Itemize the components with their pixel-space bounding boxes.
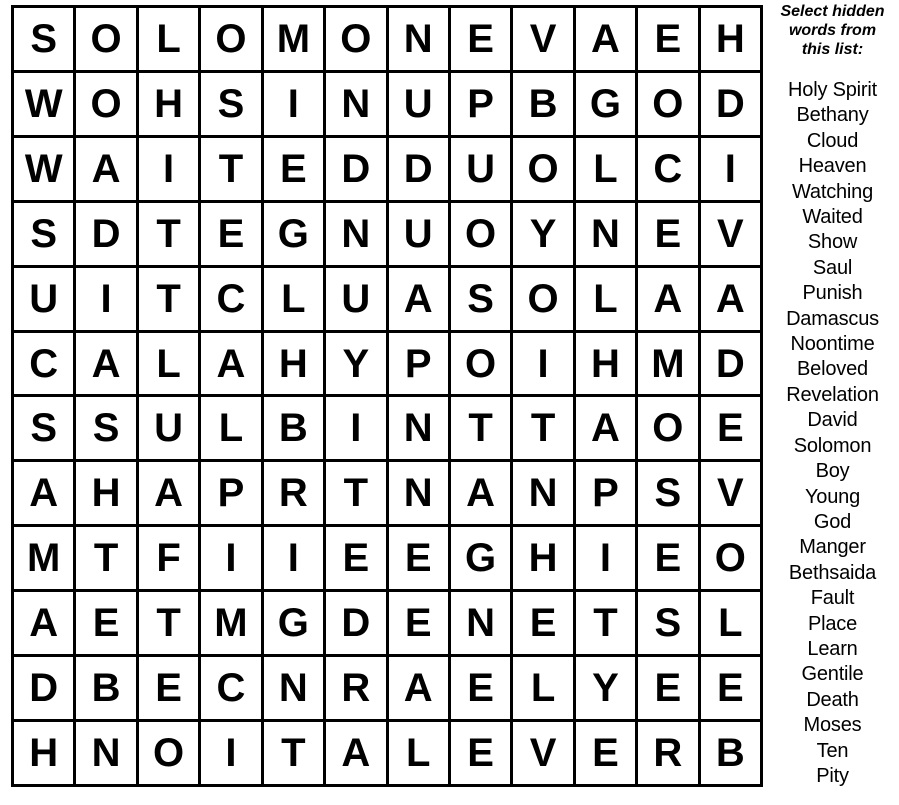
- grid-cell[interactable]: V: [701, 462, 763, 527]
- grid-cell[interactable]: D: [389, 138, 451, 203]
- grid-cell[interactable]: S: [638, 592, 700, 657]
- grid-cell[interactable]: E: [701, 397, 763, 462]
- instructions-line: words from: [788, 22, 877, 39]
- grid-cell[interactable]: C: [201, 657, 263, 722]
- grid-cell[interactable]: C: [14, 333, 76, 398]
- grid-cell[interactable]: E: [576, 722, 638, 787]
- word-list-item: Learn: [807, 637, 858, 660]
- grid-cell[interactable]: T: [451, 397, 513, 462]
- grid-cell[interactable]: T: [76, 527, 138, 592]
- grid-cell[interactable]: T: [139, 592, 201, 657]
- grid-cell[interactable]: A: [389, 657, 451, 722]
- grid-cell[interactable]: R: [638, 722, 700, 787]
- grid-cell[interactable]: I: [326, 397, 388, 462]
- grid-cell[interactable]: H: [701, 8, 763, 73]
- word-list-item: Bethsaida: [788, 561, 877, 584]
- grid-cell[interactable]: A: [139, 462, 201, 527]
- grid-cell[interactable]: U: [389, 203, 451, 268]
- grid-cell[interactable]: V: [513, 8, 575, 73]
- grid-cell[interactable]: N: [389, 8, 451, 73]
- grid-cell[interactable]: G: [264, 203, 326, 268]
- grid-cell[interactable]: A: [638, 268, 700, 333]
- grid-cell[interactable]: N: [326, 203, 388, 268]
- word-list-item: Holy Spirit: [788, 79, 877, 101]
- grid-cell[interactable]: T: [264, 722, 326, 787]
- grid-cell[interactable]: C: [638, 138, 700, 203]
- word-list-item: Moses: [803, 714, 862, 737]
- grid-cell[interactable]: N: [389, 462, 451, 527]
- word-list-item: David: [807, 409, 858, 432]
- grid-cell[interactable]: E: [638, 8, 700, 73]
- grid-cell[interactable]: U: [326, 268, 388, 333]
- grid-cell[interactable]: O: [76, 73, 138, 138]
- grid-cell[interactable]: E: [389, 592, 451, 657]
- grid-cell[interactable]: V: [701, 203, 763, 268]
- word-list-item: Bethany: [796, 104, 869, 127]
- letter-grid: [11, 5, 763, 787]
- word-list-item: Manger: [799, 536, 866, 559]
- grid-cell[interactable]: N: [76, 722, 138, 787]
- grid-cell[interactable]: U: [14, 268, 76, 333]
- grid-cell[interactable]: O: [76, 8, 138, 73]
- grid-cell[interactable]: A: [451, 462, 513, 527]
- grid-cell[interactable]: E: [389, 527, 451, 592]
- grid-cell[interactable]: L: [389, 722, 451, 787]
- grid-cell[interactable]: N: [389, 397, 451, 462]
- grid-cell[interactable]: H: [76, 462, 138, 527]
- grid-cell[interactable]: C: [201, 268, 263, 333]
- grid-cell[interactable]: I: [201, 527, 263, 592]
- grid-cell[interactable]: G: [264, 592, 326, 657]
- grid-cell[interactable]: P: [451, 73, 513, 138]
- word-list-item: Damascus: [786, 307, 879, 330]
- instructions: [766, 2, 899, 59]
- grid-cell[interactable]: T: [326, 462, 388, 527]
- grid-cell[interactable]: H: [576, 333, 638, 398]
- grid-cell[interactable]: M: [264, 8, 326, 73]
- word-list: [766, 78, 899, 789]
- grid-cell[interactable]: O: [513, 138, 575, 203]
- grid-cell[interactable]: L: [139, 8, 201, 73]
- word-list-item: Gentile: [801, 663, 864, 686]
- grid-cell[interactable]: M: [14, 527, 76, 592]
- grid-cell[interactable]: B: [701, 722, 763, 787]
- grid-cell[interactable]: B: [513, 73, 575, 138]
- word-list-item: Boy: [815, 460, 850, 483]
- grid-cell[interactable]: O: [326, 8, 388, 73]
- grid-cell[interactable]: L: [576, 138, 638, 203]
- grid-cell[interactable]: E: [264, 138, 326, 203]
- grid-cell[interactable]: E: [451, 657, 513, 722]
- grid-cell[interactable]: T: [139, 268, 201, 333]
- grid-cell[interactable]: N: [264, 657, 326, 722]
- grid-cell[interactable]: L: [139, 333, 201, 398]
- grid-cell[interactable]: B: [76, 657, 138, 722]
- grid-cell[interactable]: E: [638, 527, 700, 592]
- grid-cell[interactable]: L: [264, 268, 326, 333]
- grid-cell[interactable]: N: [513, 462, 575, 527]
- grid-cell[interactable]: E: [513, 592, 575, 657]
- grid-cell[interactable]: I: [264, 527, 326, 592]
- word-list-item: Waited: [802, 206, 863, 229]
- grid-cell[interactable]: M: [201, 592, 263, 657]
- instructions-line: Select hidden: [780, 3, 885, 20]
- word-list-item: Pity: [816, 764, 849, 787]
- grid-cell[interactable]: D: [701, 333, 763, 398]
- grid-cell[interactable]: L: [513, 657, 575, 722]
- grid-cell[interactable]: A: [326, 722, 388, 787]
- word-list-item: Death: [806, 688, 859, 711]
- grid-cell[interactable]: W: [14, 73, 76, 138]
- grid-cell[interactable]: T: [576, 592, 638, 657]
- grid-cell[interactable]: E: [701, 657, 763, 722]
- grid-cell[interactable]: O: [139, 722, 201, 787]
- grid-cell[interactable]: U: [451, 138, 513, 203]
- grid-cell[interactable]: O: [201, 8, 263, 73]
- grid-cell[interactable]: Y: [513, 203, 575, 268]
- grid-cell[interactable]: H: [14, 722, 76, 787]
- word-list-item: Young: [805, 485, 860, 508]
- grid-cell[interactable]: O: [451, 203, 513, 268]
- grid-cell[interactable]: A: [576, 397, 638, 462]
- grid-cell[interactable]: E: [139, 657, 201, 722]
- grid-cell[interactable]: I: [513, 333, 575, 398]
- word-list-item: Ten: [816, 739, 849, 762]
- grid-cell[interactable]: G: [576, 73, 638, 138]
- grid-cell[interactable]: L: [701, 592, 763, 657]
- grid-cell[interactable]: R: [264, 462, 326, 527]
- grid-cell[interactable]: A: [201, 333, 263, 398]
- grid-cell[interactable]: E: [326, 527, 388, 592]
- grid-cell[interactable]: U: [389, 73, 451, 138]
- word-list-item: Noontime: [790, 333, 875, 356]
- grid-cell[interactable]: A: [76, 138, 138, 203]
- grid-cell[interactable]: A: [701, 268, 763, 333]
- grid-cell[interactable]: P: [576, 462, 638, 527]
- grid-cell[interactable]: U: [139, 397, 201, 462]
- grid-cell[interactable]: T: [201, 138, 263, 203]
- grid-cell[interactable]: Y: [576, 657, 638, 722]
- grid-cell[interactable]: A: [576, 8, 638, 73]
- grid-cell[interactable]: D: [326, 138, 388, 203]
- grid-cell[interactable]: A: [389, 268, 451, 333]
- grid-cell[interactable]: S: [14, 8, 76, 73]
- word-list-item: Revelation: [786, 383, 879, 406]
- word-list-item: Watching: [791, 180, 874, 203]
- grid-cell[interactable]: Y: [326, 333, 388, 398]
- grid-cell[interactable]: N: [326, 73, 388, 138]
- grid-cell[interactable]: H: [139, 73, 201, 138]
- word-list-item: Heaven: [798, 155, 867, 178]
- grid-cell[interactable]: A: [14, 592, 76, 657]
- grid-cell[interactable]: E: [451, 722, 513, 787]
- grid-cell[interactable]: S: [14, 397, 76, 462]
- grid-cell[interactable]: P: [201, 462, 263, 527]
- grid-cell[interactable]: A: [76, 333, 138, 398]
- grid-cell[interactable]: M: [638, 333, 700, 398]
- grid-cell[interactable]: S: [14, 203, 76, 268]
- word-list-item: God: [813, 510, 852, 533]
- grid-cell[interactable]: D: [76, 203, 138, 268]
- grid-cell[interactable]: E: [451, 8, 513, 73]
- word-list-item: Cloud: [806, 129, 859, 152]
- grid-cell[interactable]: I: [576, 527, 638, 592]
- grid-cell[interactable]: F: [139, 527, 201, 592]
- grid-cell[interactable]: H: [513, 527, 575, 592]
- grid-cell[interactable]: I: [201, 722, 263, 787]
- grid-cell[interactable]: O: [638, 397, 700, 462]
- grid-cell[interactable]: V: [513, 722, 575, 787]
- grid-cell[interactable]: O: [638, 73, 700, 138]
- word-list-item: Show: [807, 231, 858, 254]
- word-list-item: Punish: [802, 282, 863, 305]
- word-list-item: Place: [807, 612, 858, 635]
- word-list-panel: [766, 0, 899, 805]
- grid-cell[interactable]: I: [264, 73, 326, 138]
- grid-cell[interactable]: S: [76, 397, 138, 462]
- grid-cell[interactable]: D: [14, 657, 76, 722]
- grid-cell[interactable]: I: [701, 138, 763, 203]
- grid-cell[interactable]: P: [389, 333, 451, 398]
- grid-cell[interactable]: D: [701, 73, 763, 138]
- grid-cell[interactable]: R: [326, 657, 388, 722]
- grid-cell[interactable]: E: [201, 203, 263, 268]
- grid-cell[interactable]: T: [513, 397, 575, 462]
- grid-cell[interactable]: E: [638, 203, 700, 268]
- grid-cell[interactable]: S: [201, 73, 263, 138]
- grid-cell[interactable]: L: [201, 397, 263, 462]
- word-list-item: Saul: [812, 256, 853, 279]
- instructions-line: this list:: [801, 41, 864, 58]
- word-list-item: Solomon: [793, 434, 872, 457]
- word-list-item: Fault: [810, 587, 855, 610]
- grid-cell[interactable]: A: [14, 462, 76, 527]
- grid-cell[interactable]: N: [576, 203, 638, 268]
- grid-cell[interactable]: O: [701, 527, 763, 592]
- grid-cell[interactable]: O: [513, 268, 575, 333]
- grid-cell[interactable]: S: [451, 268, 513, 333]
- grid-cell[interactable]: G: [451, 527, 513, 592]
- grid-cell[interactable]: I: [139, 138, 201, 203]
- grid-cell[interactable]: N: [451, 592, 513, 657]
- grid-cell[interactable]: O: [451, 333, 513, 398]
- grid-cell[interactable]: L: [576, 268, 638, 333]
- grid-cell[interactable]: W: [14, 138, 76, 203]
- grid-cell[interactable]: E: [638, 657, 700, 722]
- word-list-item: Beloved: [797, 358, 868, 381]
- grid-cell[interactable]: B: [264, 397, 326, 462]
- grid-cell[interactable]: I: [76, 268, 138, 333]
- grid-cell[interactable]: T: [139, 203, 201, 268]
- grid-cell[interactable]: S: [638, 462, 700, 527]
- grid-cell[interactable]: E: [76, 592, 138, 657]
- grid-cell[interactable]: D: [326, 592, 388, 657]
- grid-cell[interactable]: H: [264, 333, 326, 398]
